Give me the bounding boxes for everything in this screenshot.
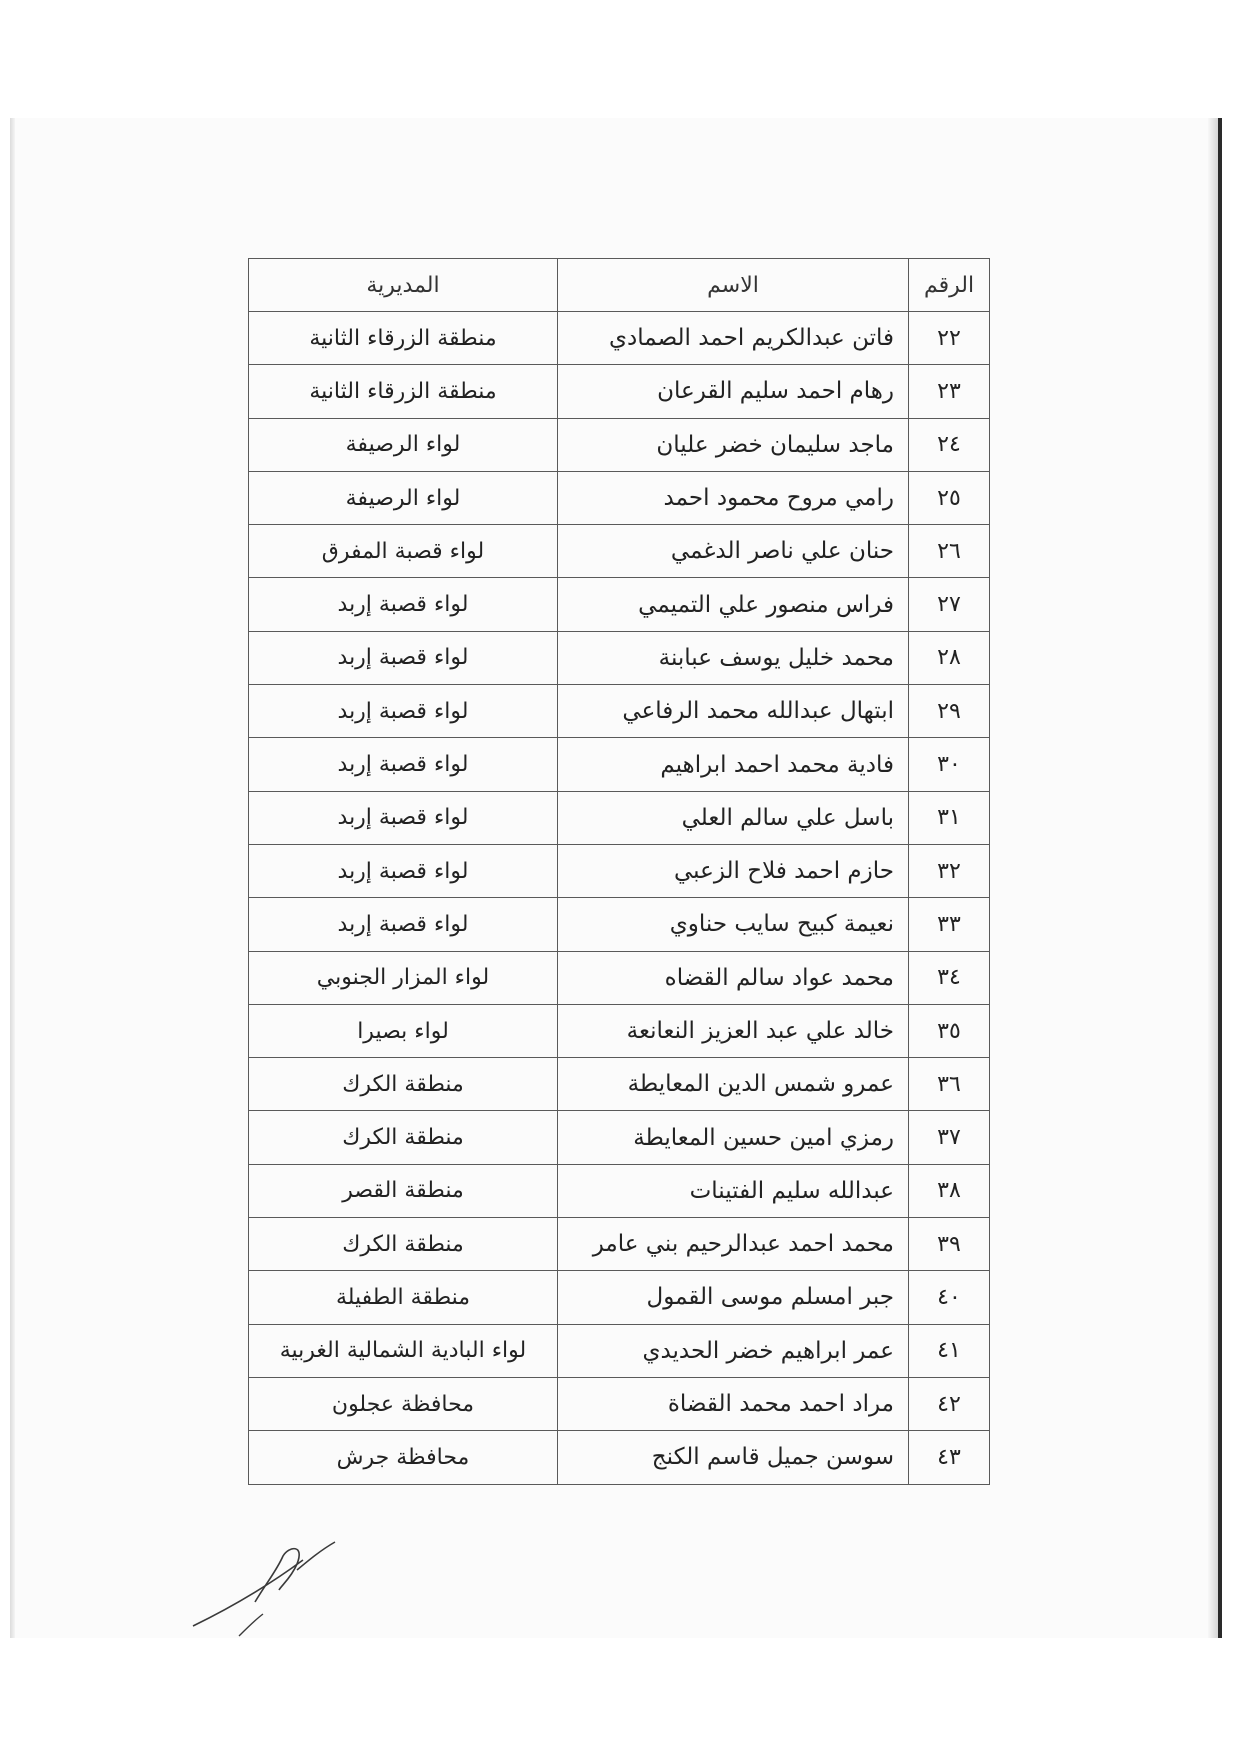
row-directorate: محافظة جرش bbox=[249, 1431, 558, 1484]
table-row bbox=[249, 1164, 990, 1217]
table-row bbox=[249, 1377, 990, 1430]
row-number: ٣٠ bbox=[909, 738, 990, 791]
row-name: فاتن عبدالكريم احمد الصمادي bbox=[558, 312, 909, 365]
row-directorate: لواء المزار الجنوبي bbox=[249, 951, 558, 1004]
row-name: محمد احمد عبدالرحيم بني عامر bbox=[558, 1218, 909, 1271]
row-directorate: لواء قصبة إربد bbox=[249, 685, 558, 738]
row-name: فراس منصور علي التميمي bbox=[558, 578, 909, 631]
row-name: ابتهال عبدالله محمد الرفاعي bbox=[558, 685, 909, 738]
row-name: عمرو شمس الدين المعايطة bbox=[558, 1058, 909, 1111]
row-directorate: لواء قصبة إربد bbox=[249, 738, 558, 791]
row-number: ٣٥ bbox=[909, 1004, 990, 1057]
row-directorate: لواء قصبة إربد bbox=[249, 844, 558, 897]
table-header-row bbox=[249, 259, 990, 312]
header-name: الاسم bbox=[558, 259, 909, 312]
row-directorate: منطقة الزرقاء الثانية bbox=[249, 365, 558, 418]
row-number: ٢٤ bbox=[909, 418, 990, 471]
row-number: ٢٢ bbox=[909, 312, 990, 365]
row-directorate: منطقة الكرك bbox=[249, 1218, 558, 1271]
row-directorate: لواء بصيرا bbox=[249, 1004, 558, 1057]
table-body bbox=[249, 312, 990, 1485]
row-directorate: لواء البادية الشمالية الغربية bbox=[249, 1324, 558, 1377]
table-row bbox=[249, 1058, 990, 1111]
paper-right-shadow bbox=[1208, 118, 1218, 1638]
row-name: حنان علي ناصر الدغمي bbox=[558, 525, 909, 578]
row-number: ٣٦ bbox=[909, 1058, 990, 1111]
row-name: حازم احمد فلاح الزعبي bbox=[558, 844, 909, 897]
row-number: ٢٧ bbox=[909, 578, 990, 631]
table-row bbox=[249, 844, 990, 897]
table-row bbox=[249, 312, 990, 365]
row-number: ٤١ bbox=[909, 1324, 990, 1377]
row-name: رمزي امين حسين المعايطة bbox=[558, 1111, 909, 1164]
row-directorate: لواء الرصيفة bbox=[249, 418, 558, 471]
table-row bbox=[249, 1218, 990, 1271]
row-directorate: لواء قصبة المفرق bbox=[249, 525, 558, 578]
row-name: عبدالله سليم الفتينات bbox=[558, 1164, 909, 1217]
row-number: ٣٩ bbox=[909, 1218, 990, 1271]
row-name: محمد خليل يوسف عبابنة bbox=[558, 631, 909, 684]
row-name: رامي مروح محمود احمد bbox=[558, 471, 909, 524]
row-directorate: منطقة الزرقاء الثانية bbox=[249, 312, 558, 365]
row-name: جبر امسلم موسى القمول bbox=[558, 1271, 909, 1324]
signature-mark bbox=[185, 1530, 355, 1640]
table-row bbox=[249, 1271, 990, 1324]
row-directorate: لواء قصبة إربد bbox=[249, 631, 558, 684]
row-number: ٤٣ bbox=[909, 1431, 990, 1484]
row-name: مراد احمد محمد القضاة bbox=[558, 1377, 909, 1430]
row-number: ٣٣ bbox=[909, 898, 990, 951]
row-number: ٢٣ bbox=[909, 365, 990, 418]
row-number: ٣٢ bbox=[909, 844, 990, 897]
row-directorate: محافظة عجلون bbox=[249, 1377, 558, 1430]
row-number: ٣٨ bbox=[909, 1164, 990, 1217]
row-directorate: لواء قصبة إربد bbox=[249, 791, 558, 844]
row-directorate: منطقة الطفيلة bbox=[249, 1271, 558, 1324]
row-name: باسل علي سالم العلي bbox=[558, 791, 909, 844]
table-row bbox=[249, 1004, 990, 1057]
row-name: خالد علي عبد العزيز النعانعة bbox=[558, 1004, 909, 1057]
row-directorate: لواء قصبة إربد bbox=[249, 898, 558, 951]
table-row bbox=[249, 578, 990, 631]
table-row bbox=[249, 791, 990, 844]
paper-left-edge bbox=[10, 118, 15, 1638]
header-directorate: المديرية bbox=[249, 259, 558, 312]
table-row bbox=[249, 898, 990, 951]
row-number: ٢٨ bbox=[909, 631, 990, 684]
row-name: ماجد سليمان خضر عليان bbox=[558, 418, 909, 471]
header-number: الرقم bbox=[909, 259, 990, 312]
table-row bbox=[249, 1111, 990, 1164]
table-row bbox=[249, 685, 990, 738]
row-name: محمد عواد سالم القضاه bbox=[558, 951, 909, 1004]
row-number: ٣٤ bbox=[909, 951, 990, 1004]
table-row bbox=[249, 738, 990, 791]
row-number: ٣١ bbox=[909, 791, 990, 844]
row-number: ٤٠ bbox=[909, 1271, 990, 1324]
employee-table bbox=[248, 258, 990, 1485]
row-number: ٤٢ bbox=[909, 1377, 990, 1430]
row-number: ٣٧ bbox=[909, 1111, 990, 1164]
row-directorate: لواء قصبة إربد bbox=[249, 578, 558, 631]
table-row bbox=[249, 951, 990, 1004]
table-row bbox=[249, 631, 990, 684]
table-row bbox=[249, 525, 990, 578]
table-row bbox=[249, 365, 990, 418]
row-number: ٢٩ bbox=[909, 685, 990, 738]
row-directorate: لواء الرصيفة bbox=[249, 471, 558, 524]
table-row bbox=[249, 471, 990, 524]
row-name: فادية محمد احمد ابراهيم bbox=[558, 738, 909, 791]
row-directorate: منطقة الكرك bbox=[249, 1058, 558, 1111]
row-name: سوسن جميل قاسم الكنج bbox=[558, 1431, 909, 1484]
row-number: ٢٦ bbox=[909, 525, 990, 578]
row-name: رهام احمد سليم القرعان bbox=[558, 365, 909, 418]
table-row bbox=[249, 418, 990, 471]
row-name: عمر ابراهيم خضر الحديدي bbox=[558, 1324, 909, 1377]
row-name: نعيمة كبيح سايب حناوي bbox=[558, 898, 909, 951]
row-directorate: منطقة القصر bbox=[249, 1164, 558, 1217]
table-row bbox=[249, 1431, 990, 1484]
row-number: ٢٥ bbox=[909, 471, 990, 524]
row-directorate: منطقة الكرك bbox=[249, 1111, 558, 1164]
table-row bbox=[249, 1324, 990, 1377]
paper-right-edge bbox=[1218, 118, 1222, 1638]
